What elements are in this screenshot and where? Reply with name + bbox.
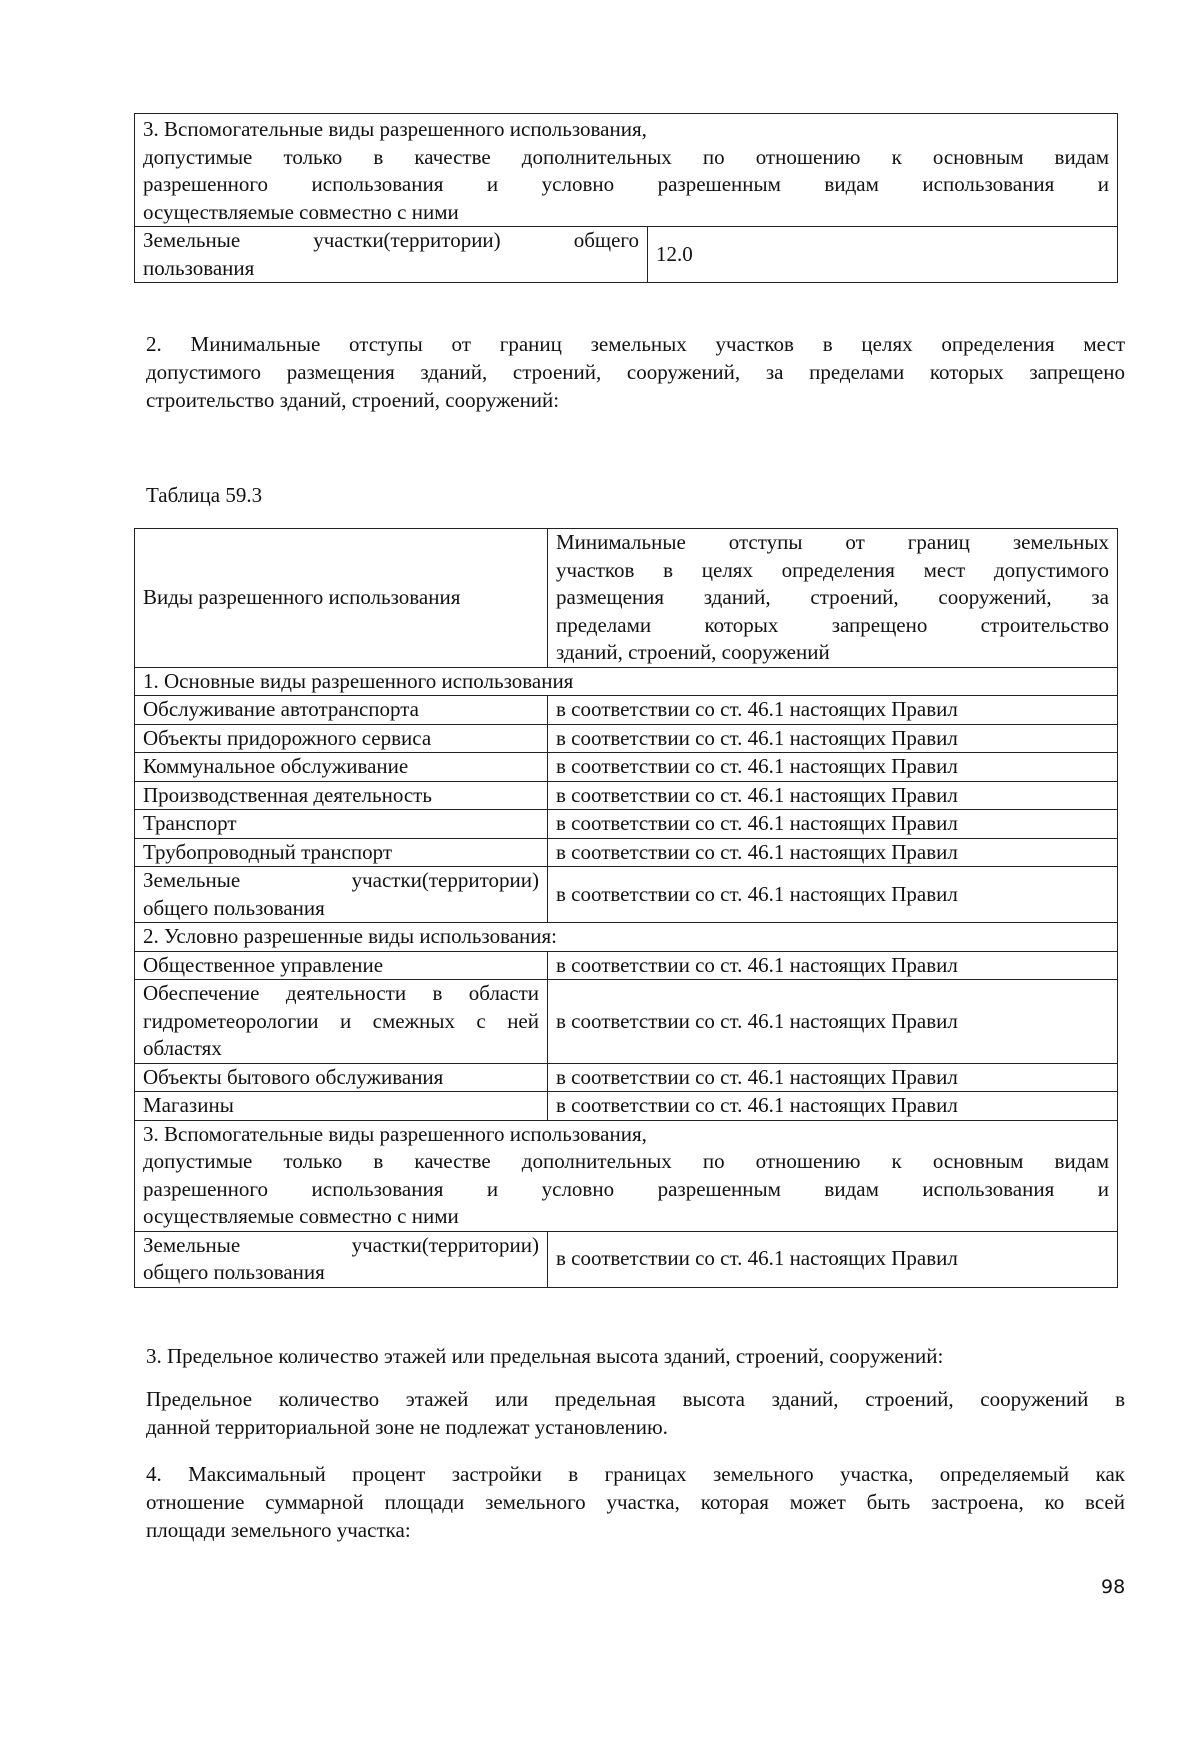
cell-line: общего пользования <box>143 1260 325 1284</box>
section-header-auxiliary <box>135 1120 1118 1231</box>
table-row <box>135 114 1118 227</box>
section-line: допустимые только в качестве дополнительных по отношению к основным видам <box>143 144 1110 169</box>
top-table <box>134 113 1118 283</box>
paragraph-line: строительство зданий, строений, сооружений: <box>146 388 560 412</box>
use-type-cell <box>135 1231 548 1287</box>
use-type-cell: Обслуживание автотранспорта <box>135 696 548 725</box>
paragraph-4 <box>146 1460 1125 1544</box>
table-row <box>135 753 1118 782</box>
paragraph-line: Предельное количество этажей или предельная высота зданий, строений, сооружений в <box>146 1387 1125 1411</box>
table-caption: Таблица 59.3 <box>146 483 263 507</box>
value-cell: в соответствии со ст. 46.1 настоящих Правил <box>548 810 1118 839</box>
table-row <box>135 227 1118 283</box>
page-number: 98 <box>1101 1576 1126 1598</box>
table-row <box>135 667 1118 696</box>
table-row <box>135 696 1118 725</box>
cell-line: Земельные участки(территории) <box>143 1232 539 1257</box>
paragraph-3-body <box>146 1385 1125 1441</box>
section-line: 3. Вспомогательные виды разрешенного использования, <box>143 1121 647 1146</box>
value-cell: в соответствии со ст. 46.1 настоящих Правил <box>548 753 1118 782</box>
section-header-main: 1. Основные виды разрешенного использования <box>135 667 1118 696</box>
header-line: пределами которых запрещено строительство <box>556 612 1109 637</box>
paragraph-line: допустимого размещения зданий, строений, сооружений, за пределами которых запрещено <box>146 360 1125 384</box>
header-line: размещения зданий, строений, сооружений, за <box>556 585 1109 609</box>
table-row <box>135 810 1118 839</box>
table-row <box>135 1120 1118 1231</box>
table-row <box>135 781 1118 810</box>
use-type-cell: Транспорт <box>135 810 548 839</box>
table-row <box>135 951 1118 980</box>
value-cell: в соответствии со ст. 46.1 настоящих Правил <box>548 1063 1118 1092</box>
cell-line: общего пользования <box>143 895 325 920</box>
table-row <box>135 838 1118 867</box>
use-type-cell: Общественное управление <box>135 951 548 980</box>
table-row <box>135 724 1118 753</box>
value-cell: в соответствии со ст. 46.1 настоящих Правил <box>548 1231 1118 1287</box>
value-cell: 12.0 <box>648 227 1118 283</box>
use-type-cell <box>135 980 548 1064</box>
table-header-row <box>135 529 1118 668</box>
header-line: участков в целях определения мест допустимого <box>556 557 1109 582</box>
header-line: Минимальные отступы от границ земельных <box>556 530 1109 554</box>
section-header-conditional: 2. Условно разрешенные виды использования: <box>135 923 1118 952</box>
paragraph-line: 2. Минимальные отступы от границ земельных участков в целях определения мест <box>146 332 1125 356</box>
cell-line: областях <box>143 1036 222 1060</box>
use-type-cell <box>135 867 548 923</box>
use-type-cell: Объекты бытового обслуживания <box>135 1063 548 1092</box>
section-header-auxiliary <box>135 114 1118 227</box>
header-use-types: Виды разрешенного использования <box>135 529 548 668</box>
paragraph-line: отношение суммарной площади земельного участка, которая может быть застроена, ко всей <box>146 1490 1125 1514</box>
table-row <box>135 1231 1118 1287</box>
value-cell: в соответствии со ст. 46.1 настоящих Правил <box>548 696 1118 725</box>
cell-line: пользования <box>143 255 255 280</box>
use-type-cell: Трубопроводный транспорт <box>135 838 548 867</box>
section-line: 3. Вспомогательные виды разрешенного использования, <box>143 117 647 141</box>
value-cell: в соответствии со ст. 46.1 настоящих Правил <box>548 951 1118 980</box>
use-type-cell <box>135 227 648 283</box>
header-min-setbacks <box>548 529 1118 668</box>
use-type-cell: Магазины <box>135 1092 548 1121</box>
cell-line: Земельные участки(территории) общего <box>143 228 639 252</box>
use-type-cell: Коммунальное обслуживание <box>135 753 548 782</box>
value-cell: в соответствии со ст. 46.1 настоящих Правил <box>548 980 1118 1064</box>
paragraph-line: данной территориальной зоне не подлежат установлению. <box>146 1415 668 1439</box>
cell-line: гидрометеорологии и смежных с ней <box>143 1008 539 1033</box>
use-type-cell: Объекты придорожного сервиса <box>135 724 548 753</box>
paragraph-2 <box>146 330 1125 414</box>
paragraph-3: 3. Предельное количество этажей или предельная высота зданий, строений, сооружений: <box>146 1344 944 1368</box>
section-line: разрешенного использования и условно разрешенным видам использования и <box>143 1176 1109 1201</box>
table-row <box>135 923 1118 952</box>
section-line: разрешенного использования и условно разрешенным видам использования и <box>143 172 1110 196</box>
table-row <box>135 980 1118 1064</box>
table-row <box>135 1063 1118 1092</box>
use-type-cell: Производственная деятельность <box>135 781 548 810</box>
section-line: осуществляемые совместно с ними <box>143 1204 459 1228</box>
section-line: допустимые только в качестве дополнительных по отношению к основным видам <box>143 1149 1109 1173</box>
paragraph-line: площади земельного участка: <box>146 1518 411 1542</box>
cell-line: Обеспечение деятельности в области <box>143 981 539 1005</box>
value-cell: в соответствии со ст. 46.1 настоящих Правил <box>548 781 1118 810</box>
table-59-3 <box>134 528 1118 1288</box>
paragraph-line: 4. Максимальный процент застройки в границах земельного участка, определяемый как <box>146 1462 1125 1486</box>
section-line: осуществляемые совместно с ними <box>143 199 459 224</box>
table-row <box>135 867 1118 923</box>
value-cell: в соответствии со ст. 46.1 настоящих Правил <box>548 724 1118 753</box>
value-cell: в соответствии со ст. 46.1 настоящих Правил <box>548 838 1118 867</box>
value-cell: в соответствии со ст. 46.1 настоящих Правил <box>548 867 1118 923</box>
table-row <box>135 1092 1118 1121</box>
cell-line: Земельные участки(территории) <box>143 868 539 892</box>
header-line: зданий, строений, сооружений <box>556 640 830 664</box>
value-cell: в соответствии со ст. 46.1 настоящих Правил <box>548 1092 1118 1121</box>
